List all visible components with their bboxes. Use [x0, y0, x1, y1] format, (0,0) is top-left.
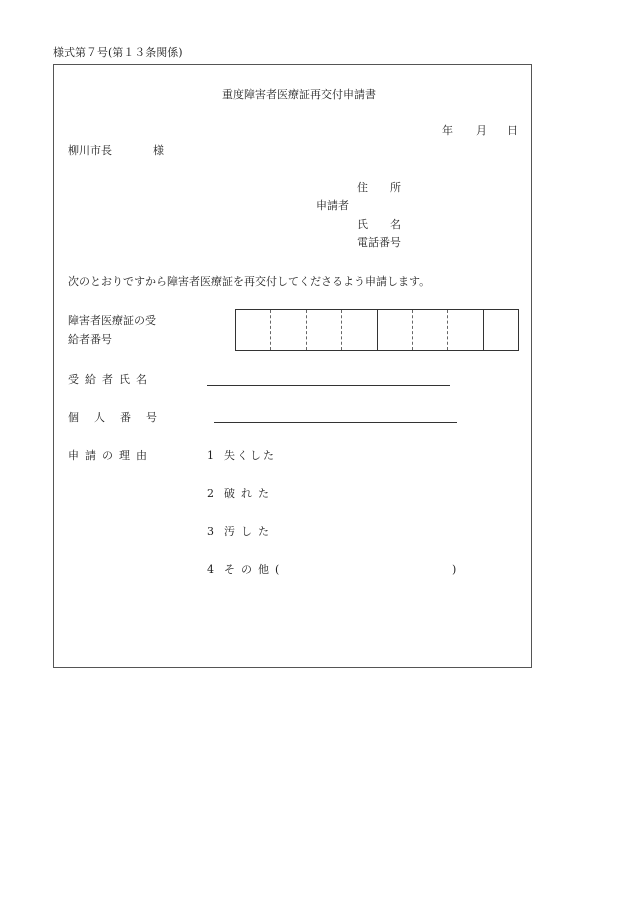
recipient-name-label: 受給者氏名: [68, 373, 153, 386]
digit-box[interactable]: [271, 310, 306, 350]
reason-option-1-num: 1: [207, 449, 214, 462]
digit-box[interactable]: [413, 310, 448, 350]
recipient-number-grid[interactable]: [235, 309, 519, 351]
recipient-name-field[interactable]: [207, 385, 450, 386]
reason-option-2-text[interactable]: 破れた: [224, 487, 275, 500]
reason-option-3-num: 3: [207, 525, 214, 538]
recipient-number-label-line1: 障害者医療証の受: [68, 314, 156, 327]
reason-option-2-num: 2: [207, 487, 214, 500]
mayor-label: 柳川市長: [68, 144, 112, 157]
personal-number-field[interactable]: [214, 422, 457, 423]
honorific-label: 様: [153, 144, 164, 157]
reason-option-4-text[interactable]: その他(: [224, 563, 286, 576]
digit-box[interactable]: [378, 310, 413, 350]
personal-number-label: 個人番号: [68, 411, 172, 424]
date-month-label: 月: [476, 124, 487, 137]
digit-box[interactable]: [484, 310, 518, 350]
form-frame: [53, 64, 532, 668]
recipient-number-label-line2: 給者番号: [68, 333, 112, 346]
date-day-label: 日: [507, 124, 518, 137]
reason-option-4-num: 4: [207, 563, 214, 576]
date-year-label: 年: [442, 124, 453, 137]
digit-box[interactable]: [307, 310, 342, 350]
applicant-label: 申請者: [316, 199, 349, 212]
statement-text: 次のとおりですから障害者医療証を再交付してくださるよう申請します。: [68, 275, 431, 288]
digit-box[interactable]: [448, 310, 483, 350]
address-label-2: 所: [390, 181, 401, 194]
name-label-1: 氏: [357, 218, 368, 231]
reason-option-3-text[interactable]: 汚した: [224, 525, 275, 538]
reason-option-1-text[interactable]: 失くした: [224, 449, 276, 462]
reason-other-close-paren: ): [452, 563, 457, 576]
digit-box[interactable]: [236, 310, 271, 350]
name-label-2: 名: [390, 218, 401, 231]
digit-box[interactable]: [342, 310, 377, 350]
address-label-1: 住: [357, 181, 368, 194]
phone-label: 電話番号: [357, 236, 401, 249]
form-title: 重度障害者医療証再交付申請書: [222, 88, 376, 101]
reason-label: 申請の理由: [68, 449, 153, 462]
form-label: 様式第７号(第１３条関係): [53, 46, 183, 59]
